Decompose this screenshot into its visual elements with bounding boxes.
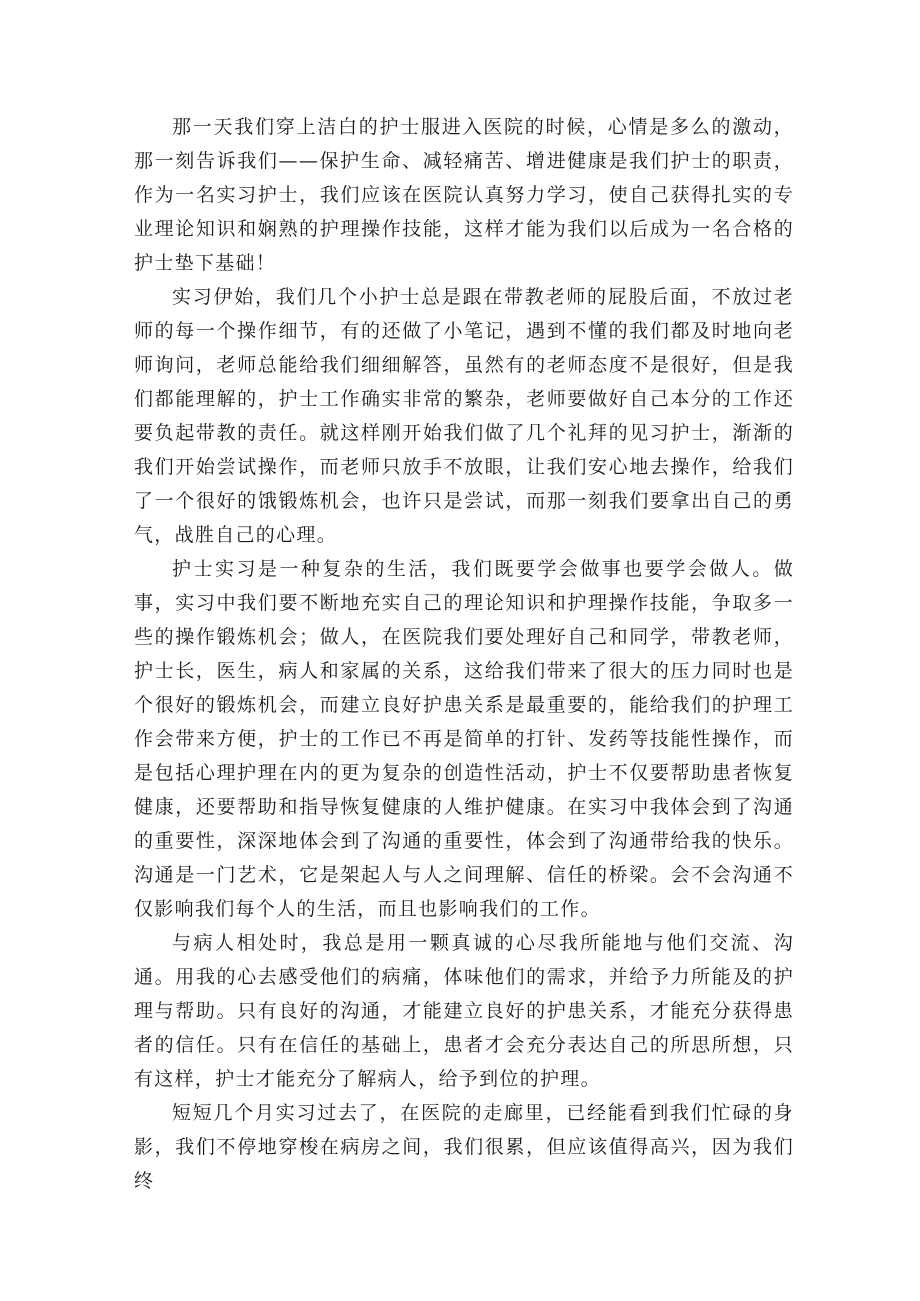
document-body: [134, 110, 794, 1198]
paragraph-4: 与病人相处时，我总是用一颗真诚的心尽我所能地与他们交流、沟通。用我的心去感受他们的病痛，体味他们的需求，并给予力所能及的护理与帮助。只有良好的沟通，才能建立良好的护患关系，才能充分获得患者的信任。只有在信任的基础上，患者才会充分表达自己的所思所想，只有这样，护士才能充分了解病人，给予到位的护理。: [134, 932, 794, 1090]
paragraph-3: 护士实习是一种复杂的生活，我们既要学会做事也要学会做人。做事，实习中我们要不断地充实自己的理论知识和护理操作技能，争取多一些的操作锻炼机会；做人，在医院我们要处理好自己和同学，带教老师，护士长，医生，病人和家属的关系，这给我们带来了很大的压力同时也是个很好的锻炼机会，而建立良好护患关系是最重要的，能给我们的护理工作会带来方便，护士的工作已不再是简单的打针、发药等技能性操作，而是包括心理护理在内的更为复杂的创造性活动，护士不仅要帮助患者恢复健康，还要帮助和指导恢复健康的人维护健康。在实习中我体会到了沟通的重要性，深深地体会到了沟通的重要性，体会到了沟通带给我的快乐。沟通是一门艺术，它是架起人与人之间理解、信任的桥梁。会不会沟通不仅影响我们每个人的生活，而且也影响我们的工作。: [134, 558, 794, 920]
paragraph-2: 实习伊始，我们几个小护士总是跟在带教老师的屁股后面，不放过老师的每一个操作细节，有的还做了小笔记，遇到不懂的我们都及时地向老师询问，老师总能给我们细细解答，虽然有的老师态度不是很好，但是我们都能理解的，护士工作确实非常的繁杂，老师要做好自己本分的工作还要负起带教的责任。就这样刚开始我们做了几个礼拜的见习护士，渐渐的我们开始尝试操作，而老师只放手不放眼，让我们安心地去操作，给我们了一个很好的饿锻炼机会，也许只是尝试，而那一刻我们要拿出自己的勇气，战胜自己的心理。: [134, 286, 794, 546]
paragraph-5: 短短几个月实习过去了，在医院的走廊里，已经能看到我们忙碌的身影，我们不停地穿梭在病房之间，我们很累，但应该值得高兴，因为我们终: [134, 1102, 794, 1192]
paragraph-1: 那一天我们穿上洁白的护士服进入医院的时候，心情是多么的激动，那一刻告诉我们——保护生命、减轻痛苦、增进健康是我们护士的职责，作为一名实习护士，我们应该在医院认真努力学习，使自己获得扎实的专业理论知识和娴熟的护理操作技能，这样才能为我们以后成为一名合格的护士垫下基础！: [134, 116, 794, 274]
